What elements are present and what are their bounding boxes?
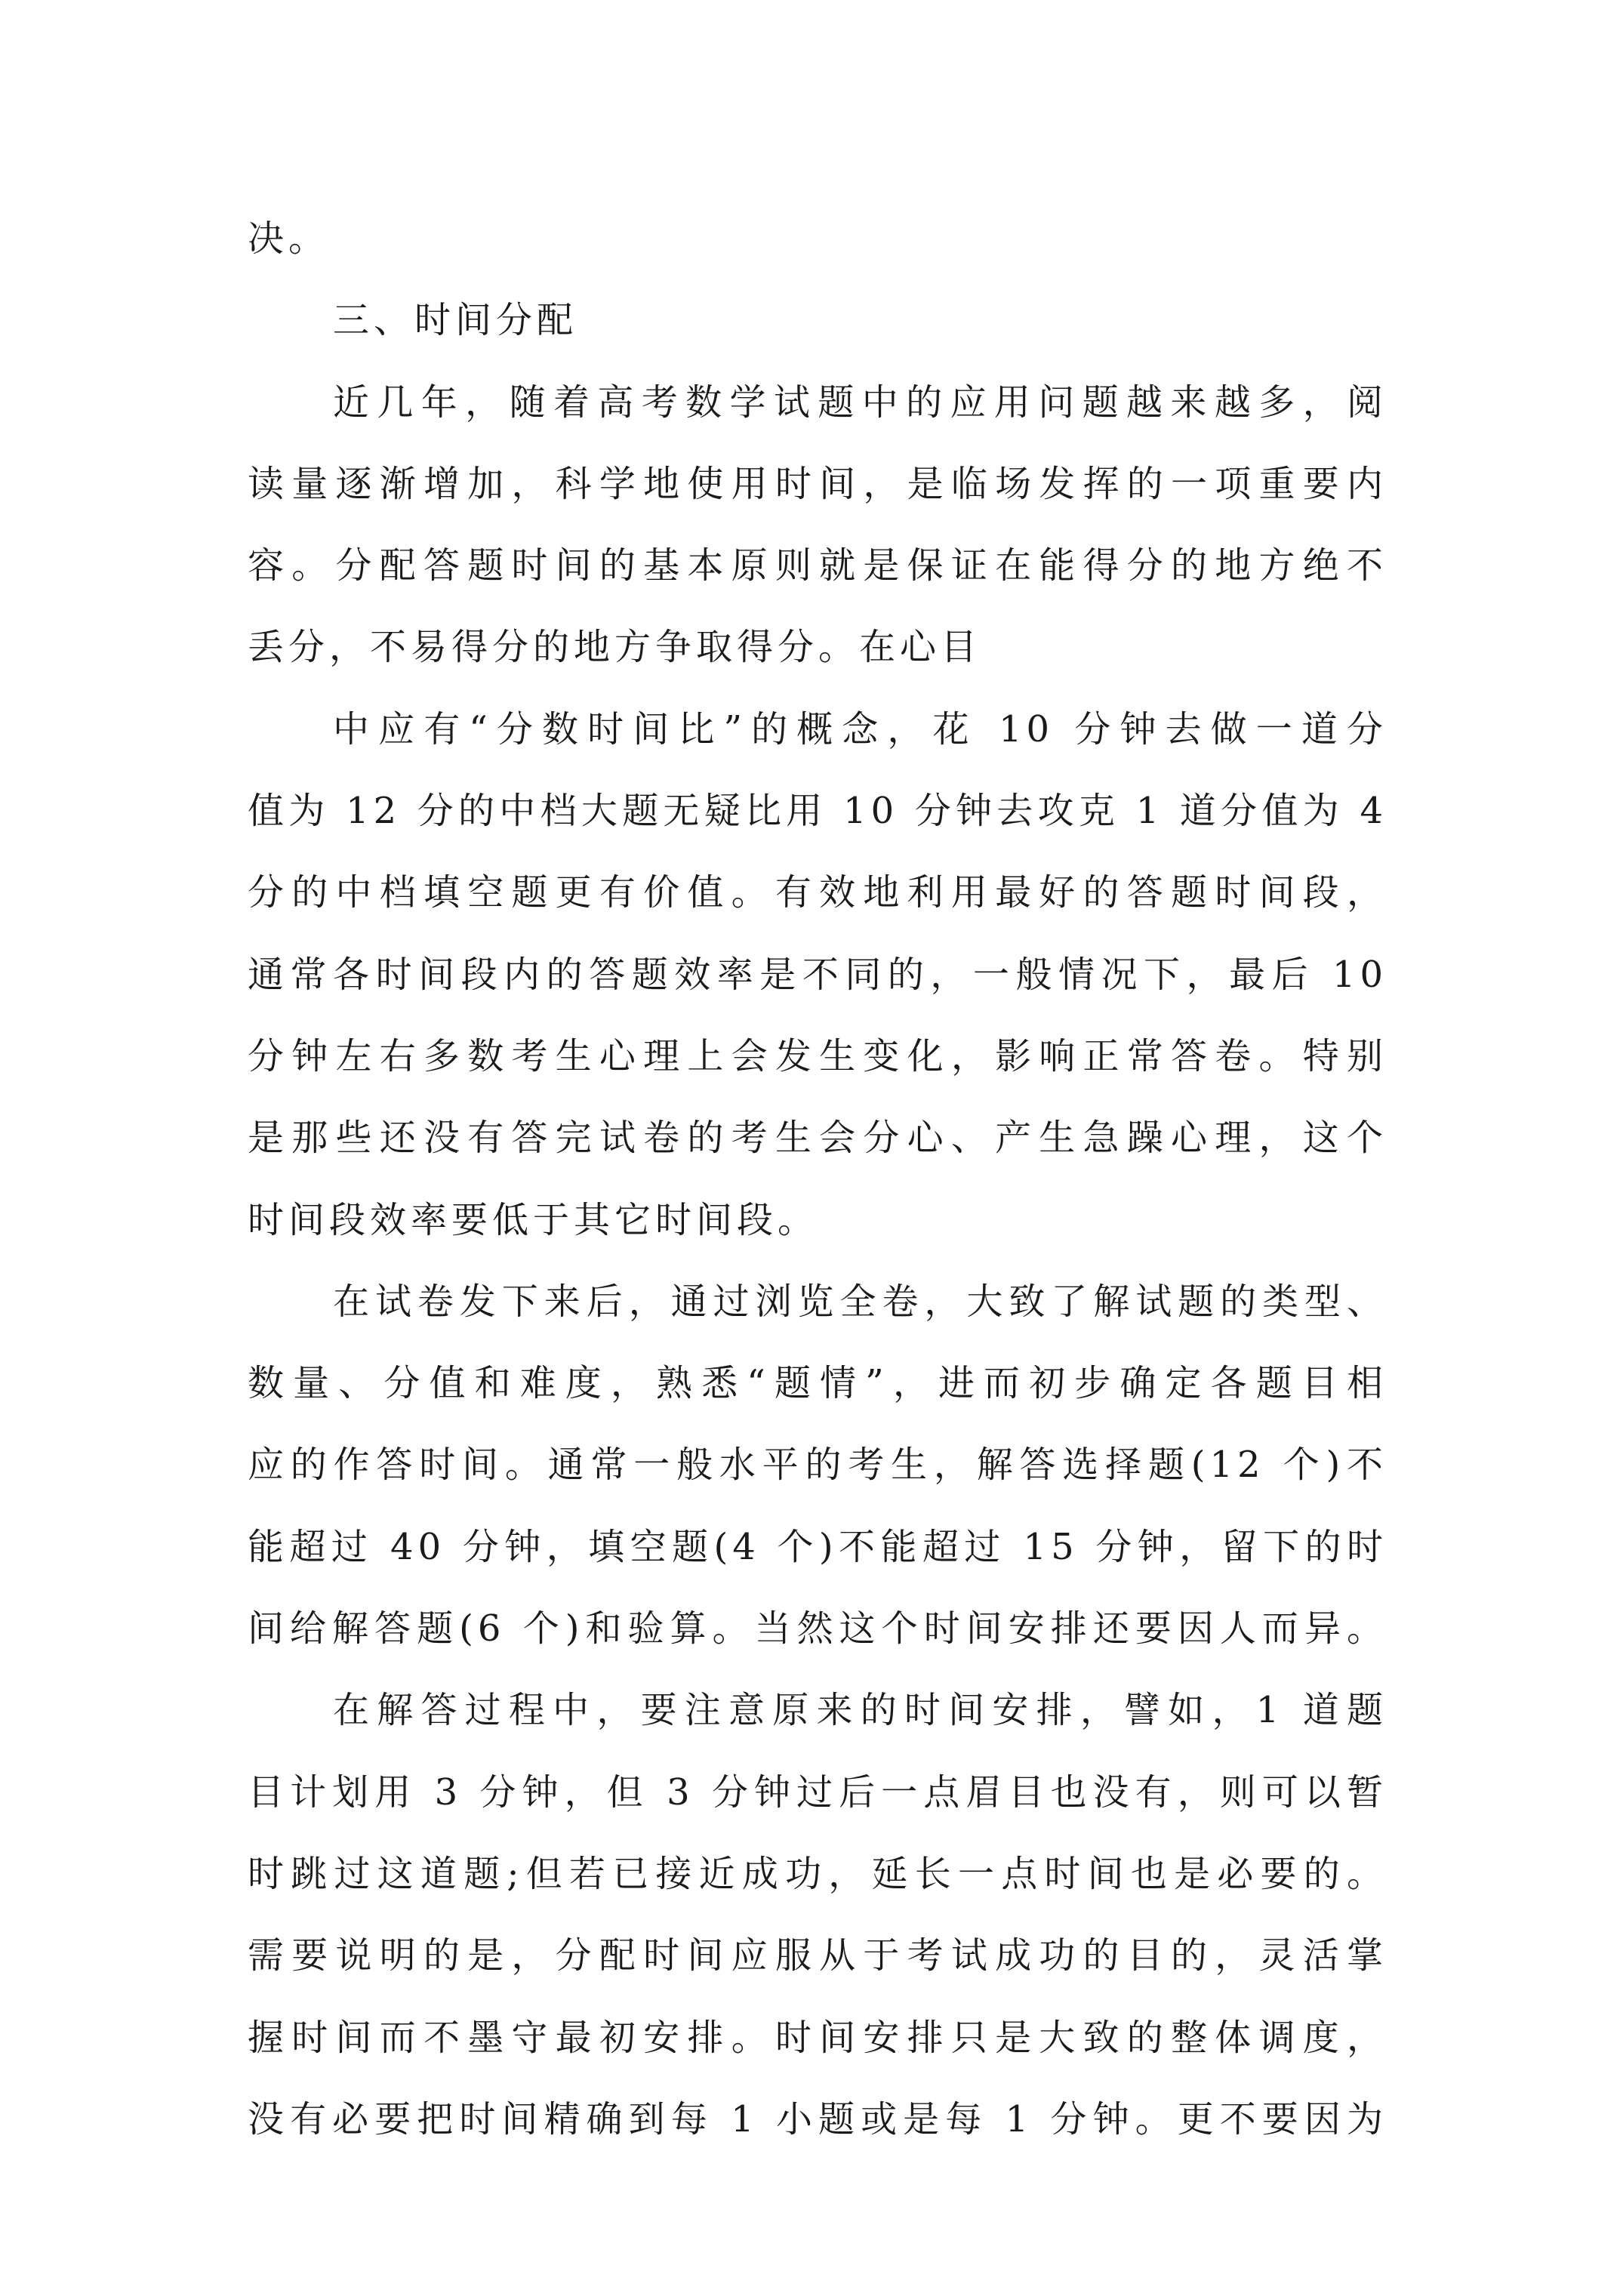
text-line: 丢分，不易得分的地方争取得分。在心目 bbox=[248, 626, 982, 669]
text-line: 决。 bbox=[248, 217, 330, 260]
text-line: 通常各时间段内的答题效率是不同的，一般情况下，最后 10 bbox=[248, 953, 1387, 996]
text-line: 间给解答题(6 个)和验算。当然这个时间安排还要因人而异。 bbox=[248, 1607, 1387, 1650]
text-line: 能超过 40 分钟，填空题(4 个)不能超过 15 分钟，留下的时 bbox=[248, 1525, 1387, 1568]
text-line: 时间段效率要低于其它时间段。 bbox=[248, 1198, 819, 1241]
text-line: 需要说明的是，分配时间应服从于考试成功的目的，灵活掌 bbox=[248, 1934, 1387, 1977]
text-line: 握时间而不墨守最初安排。时间安排只是大致的整体调度， bbox=[248, 2016, 1387, 2059]
text-line: 数量、分值和难度，熟悉“题情”，进而初步确定各题目相 bbox=[248, 1362, 1387, 1405]
text-line: 值为 12 分的中档大题无疑比用 10 分钟去攻克 1 道分值为 4 bbox=[248, 790, 1387, 833]
text-line: 读量逐渐增加，科学地使用时间，是临场发挥的一项重要内 bbox=[248, 462, 1387, 505]
text-line: 近几年，随着高考数学试题中的应用问题越来越多，阅 bbox=[333, 381, 1387, 424]
body-text bbox=[248, 198, 1387, 2160]
text-line: 三、时间分配 bbox=[333, 299, 578, 342]
text-line: 容。分配答题时间的基本原则就是保证在能得分的地方绝不 bbox=[248, 544, 1387, 587]
text-line: 应的作答时间。通常一般水平的考生，解答选择题(12 个)不 bbox=[248, 1444, 1387, 1487]
text-line: 中应有“分数时间比”的概念，花 10 分钟去做一道分 bbox=[333, 707, 1387, 750]
text-line: 时跳过这道题;但若已接近成功，延长一点时间也是必要的。 bbox=[248, 1852, 1387, 1895]
text-line: 分的中档填空题更有价值。有效地利用最好的答题时间段， bbox=[248, 871, 1387, 914]
text-line: 没有必要把时间精确到每 1 小题或是每 1 分钟。更不要因为 bbox=[248, 2097, 1387, 2140]
text-line: 分钟左右多数考生心理上会发生变化，影响正常答卷。特别 bbox=[248, 1034, 1387, 1077]
text-line: 是那些还没有答完试卷的考生会分心、产生急躁心理，这个 bbox=[248, 1117, 1387, 1160]
text-line: 在解答过程中，要注意原来的时间安排，譬如，1 道题 bbox=[333, 1689, 1387, 1732]
text-line: 目计划用 3 分钟，但 3 分钟过后一点眉目也没有，则可以暂 bbox=[248, 1771, 1387, 1814]
text-line: 在试卷发下来后，通过浏览全卷，大致了解试题的类型、 bbox=[333, 1280, 1387, 1323]
